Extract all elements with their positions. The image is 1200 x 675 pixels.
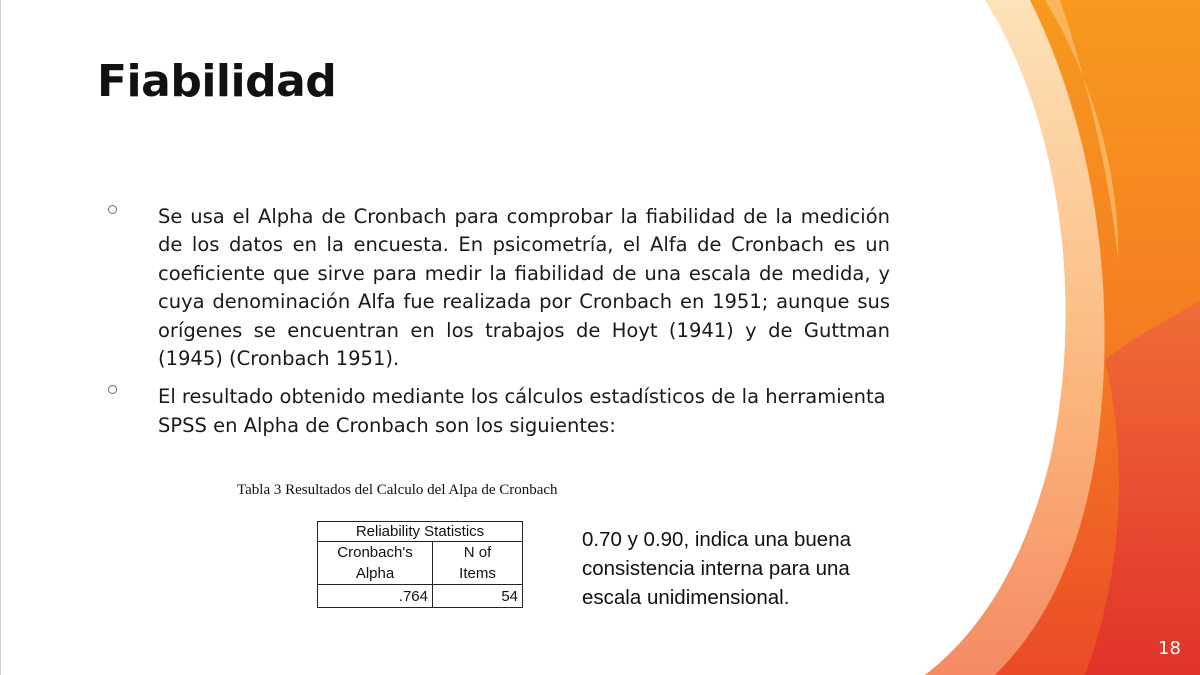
slide-border [0, 0, 1, 675]
slide-title: Fiabilidad [97, 56, 337, 107]
bullet-item-spss-result [108, 383, 890, 440]
reliability-statistics-table [317, 521, 523, 608]
interpretation-note: 0.70 y 0.90, indica una buena consistencia interna para una escala unidimensional. [582, 528, 851, 609]
circle-bullet-icon [108, 205, 117, 214]
bullet-list [108, 203, 890, 450]
column-header-line: Cronbach's [337, 544, 413, 561]
bullet-text: Se usa el Alpha de Cronbach para comprobar la fiabilidad de la medición de los datos en la encuesta. En psicometría, el Alfa de Cronbach es un coeficiente que sirve para medir la fiabilidad de una escala de medida, y cuya denominación Alfa fue realizada por Cronbach en 1951; aunque sus orígenes se encuentran en los trabajos de Hoyt (1941) y de Guttman (1945) (Cronbach 1951). [158, 205, 890, 371]
column-header-line: N of [463, 544, 492, 561]
table-caption: Tabla 3 Resultados del Calculo del Alpa de Cronbach [237, 482, 558, 498]
bullet-item-cronbach-definition [108, 203, 890, 373]
table-header: Reliability Statistics [318, 522, 523, 542]
bullet-text: El resultado obtenido mediante los cálculos estadísticos de la herramienta SPSS en Alpha de Cronbach son los siguientes: [158, 385, 886, 437]
column-header-line: Items [459, 565, 496, 582]
alpha-value-cell: .764 [318, 585, 433, 608]
column-header-line: Alpha [355, 565, 395, 582]
column-header-items [433, 542, 523, 585]
page-number: 18 [1158, 638, 1181, 659]
items-value-cell: 54 [433, 585, 523, 608]
column-header-alpha [318, 542, 433, 585]
circle-bullet-icon [108, 385, 117, 394]
